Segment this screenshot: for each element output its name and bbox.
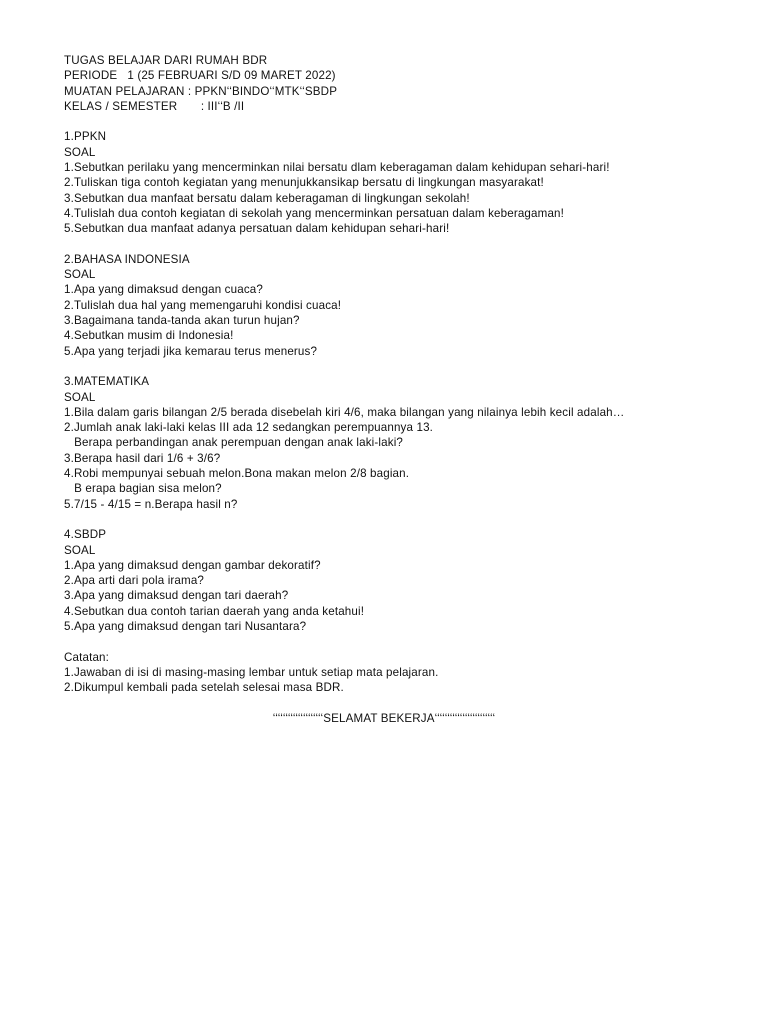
question-sbdp-3: 3.Apa yang dimaksud dengan tari daerah? <box>64 589 289 603</box>
section-soal-bindo: SOAL <box>64 268 96 282</box>
header-subjects: MUATAN PELAJARAN : PPKN‘‘BINDO‘‘MTK‘‘SBDP <box>64 84 338 98</box>
question-bindo-3: 3.Bagaimana tanda-tanda akan turun hujan? <box>64 314 300 328</box>
question-mtk-1: 1.Bila dalam garis bilangan 2/5 berada disebelah kiri 4/6, maka bilangan yang nilainya lebih kecil adalah… <box>64 405 625 419</box>
question-mtk-2-cont: Berapa perbandingan anak perempuan dengan anak laki-laki? <box>64 436 404 450</box>
section-soal-ppkn: SOAL <box>64 145 96 159</box>
section-title-bindo: 2.BAHASA INDONESIA <box>64 252 190 266</box>
section-title-ppkn: 1.PPKN <box>64 130 107 144</box>
section-title-sbdp: 4.SBDP <box>64 528 107 542</box>
question-bindo-4: 4.Sebutkan musim di Indonesia! <box>64 329 234 343</box>
closing-message: ‘‘‘‘‘‘‘‘‘‘‘‘‘‘‘‘‘‘‘‘SELAMAT BEKERJA‘‘‘‘‘‘‘‘‘‘‘‘‘‘‘‘‘‘‘‘‘‘‘‘ <box>272 711 496 725</box>
header-class: KELAS / SEMESTER : III‘‘B /II <box>64 99 245 113</box>
question-bindo-1: 1.Apa yang dimaksud dengan cuaca? <box>64 283 263 297</box>
question-bindo-2: 2.Tulislah dua hal yang memengaruhi kondisi cuaca! <box>64 298 342 312</box>
section-title-mtk: 3.MATEMATIKA <box>64 375 150 389</box>
spacer <box>64 634 744 649</box>
question-mtk-4: 4.Robi mempunyai sebuah melon.Bona makan melon 2/8 bagian. <box>64 467 410 481</box>
question-bindo-5: 5.Apa yang terjadi jika kemarau terus menerus? <box>64 344 318 358</box>
notes-title: Catatan: <box>64 650 110 664</box>
spacer <box>64 114 744 129</box>
question-mtk-2: 2.Jumlah anak laki-laki kelas III ada 12 sedangkan perempuannya 13. <box>64 421 434 435</box>
question-ppkn-2: 2.Tuliskan tiga contoh kegiatan yang menunjukkansikap bersatu di lingkungan masyarakat! <box>64 176 544 190</box>
question-sbdp-4: 4.Sebutkan dua contoh tarian daerah yang anda ketahui! <box>64 604 365 618</box>
spacer <box>64 359 744 374</box>
question-ppkn-1: 1.Sebutkan perilaku yang mencerminkan nilai bersatu dlam keberagaman dalam kehidupan sehari-hari! <box>64 161 610 175</box>
question-mtk-4-cont: B erapa bagian sisa melon? <box>64 482 222 496</box>
question-ppkn-4: 4.Tulislah dua contoh kegiatan di sekolah yang mencerminkan persatuan dalam keberagaman! <box>64 206 565 220</box>
note-2: 2.Dikumpul kembali pada setelah selesai masa BDR. <box>64 681 344 695</box>
question-sbdp-1: 1.Apa yang dimaksud dengan gambar dekoratif? <box>64 558 321 572</box>
section-soal-sbdp: SOAL <box>64 543 96 557</box>
section-soal-mtk: SOAL <box>64 390 96 404</box>
spacer <box>64 237 744 252</box>
question-ppkn-5: 5.Sebutkan dua manfaat adanya persatuan dalam kehidupan sehari-hari! <box>64 222 450 236</box>
question-mtk-3: 3.Berapa hasil dari 1/6 + 3/6? <box>64 451 221 465</box>
header-period: PERIODE 1 (25 FEBRUARI S/D 09 MARET 2022) <box>64 69 336 83</box>
question-sbdp-5: 5.Apa yang dimaksud dengan tari Nusantara? <box>64 619 307 633</box>
spacer <box>64 695 744 710</box>
note-1: 1.Jawaban di isi di masing-masing lembar untuk setiap mata pelajaran. <box>64 665 439 679</box>
assignment-text <box>64 53 744 726</box>
question-sbdp-2: 2.Apa arti dari pola irama? <box>64 574 205 588</box>
header-title: TUGAS BELAJAR DARI RUMAH BDR <box>64 54 268 67</box>
question-mtk-5: 5.7/15 - 4/15 = n.Berapa hasil n? <box>64 497 238 511</box>
spacer <box>64 512 744 527</box>
question-ppkn-3: 3.Sebutkan dua manfaat bersatu dalam keberagaman di lingkungan sekolah! <box>64 191 470 205</box>
